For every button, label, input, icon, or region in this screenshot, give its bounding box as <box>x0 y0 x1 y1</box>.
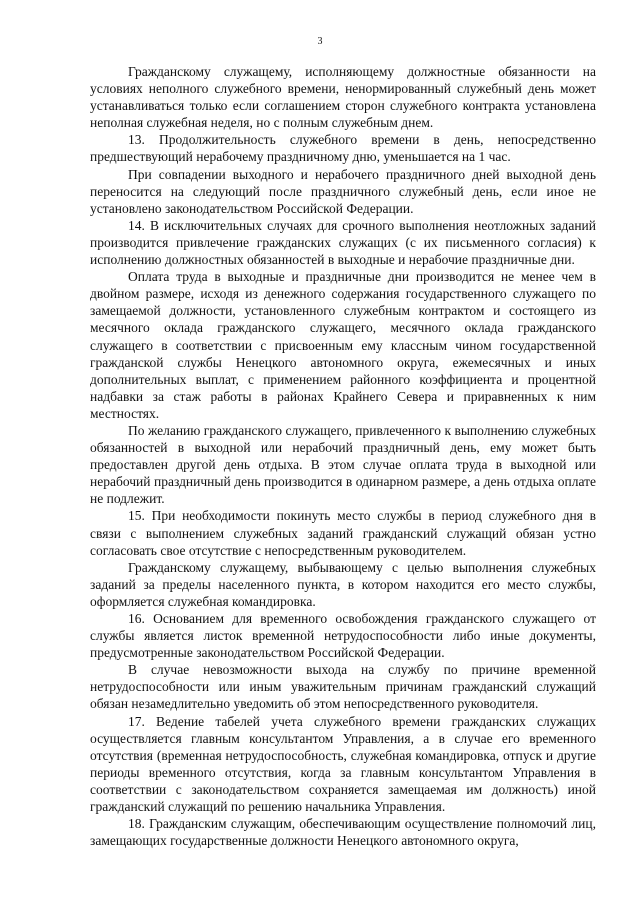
paragraph: 13. Продолжительность служебного времени в день, непосредственно предшествующий нерабочему праздничному дню, уменьшается на 1 час. <box>90 132 596 165</box>
document-body <box>90 63 596 849</box>
paragraph: Гражданскому служащему, исполняющему должностные обязанности на условиях неполного служебного времени, ненормированный служебный день может устанавливаться только если соглашением сторон служебного контракта установлена неполная служебная неделя, но с полным служебным днем. <box>90 64 596 131</box>
paragraph: Гражданскому служащему, выбывающему с целью выполнения служебных заданий за пределы населенного пункта, в котором находится его место службы, оформляется служебная командировка. <box>90 559 596 609</box>
paragraph: 18. Гражданским служащим, обеспечивающим осуществление полномочий лиц, замещающих государственные должности Ненецкого автономного округа, <box>90 816 596 849</box>
paragraph: Оплата труда в выходные и праздничные дни производится не менее чем в двойном размере, исходя из денежного содержания государственного служащего по замещаемой должности, установленного служебным контрактом и состоящего из месячного оклада гражданского служащего, месячного оклада гражданского служащего в соответствии с присвоенным ему классным чином государственной гражданской службы Ненецкого автономного округа, ежемесячных и иных дополнительных выплат, с применением районного коэффициента и процентной надбавки за стаж работы в районах Крайнего Севера и приравненных к ним местностях. <box>90 269 596 421</box>
paragraph: При совпадении выходного и нерабочего праздничного дней выходной день переносится на следующий после праздничного служебный день, если иное не установлено законодательством Российской Федерации. <box>90 166 596 216</box>
paragraph: 17. Ведение табелей учета служебного времени гражданских служащих осуществляется главным консультантом Управления, а в случае его временного отсутствия (временная нетрудоспособность, служебная командировка, отпуск и другие периоды временного отсутствия, когда за главным консультантом Управления в соответствии с законодательством сохраняется замещаемая им должность) иной гражданский служащий по решению начальника Управления. <box>90 713 596 815</box>
paragraph: По желанию гражданского служащего, привлеченного к выполнению служебных обязанностей в выходной или нерабочий праздничный день, ему может быть предоставлен другой день отдыха. В этом случае оплата труда в выходной или нерабочий праздничный день производится в одинарном размере, а день отдыха оплате не подлежит. <box>90 422 596 507</box>
paragraph: В случае невозможности выхода на службу по причине временной нетрудоспособности или иным уважительным причинам гражданский служащий обязан незамедлительно уведомить об этом непосредственного руководителя. <box>90 662 596 712</box>
paragraph: 14. В исключительных случаях для срочного выполнения неотложных заданий производится привлечение гражданских служащих (с их письменного согласия) к исполнению должностных обязанностей в выходные и нерабочие праздничные дни. <box>90 217 596 268</box>
paragraph: 16. Основанием для временного освобождения гражданского служащего от службы является листок временной нетрудоспособности либо иные документы, предусмотренные законодательством Российской Федерации. <box>90 611 596 661</box>
paragraph: 15. При необходимости покинуть место службы в период служебного дня в связи с выполнением служебных заданий гражданский служащий обязан устно согласовать свое отсутствие с непосредственным руководителем. <box>90 508 596 558</box>
page-number: 3 <box>317 36 323 47</box>
